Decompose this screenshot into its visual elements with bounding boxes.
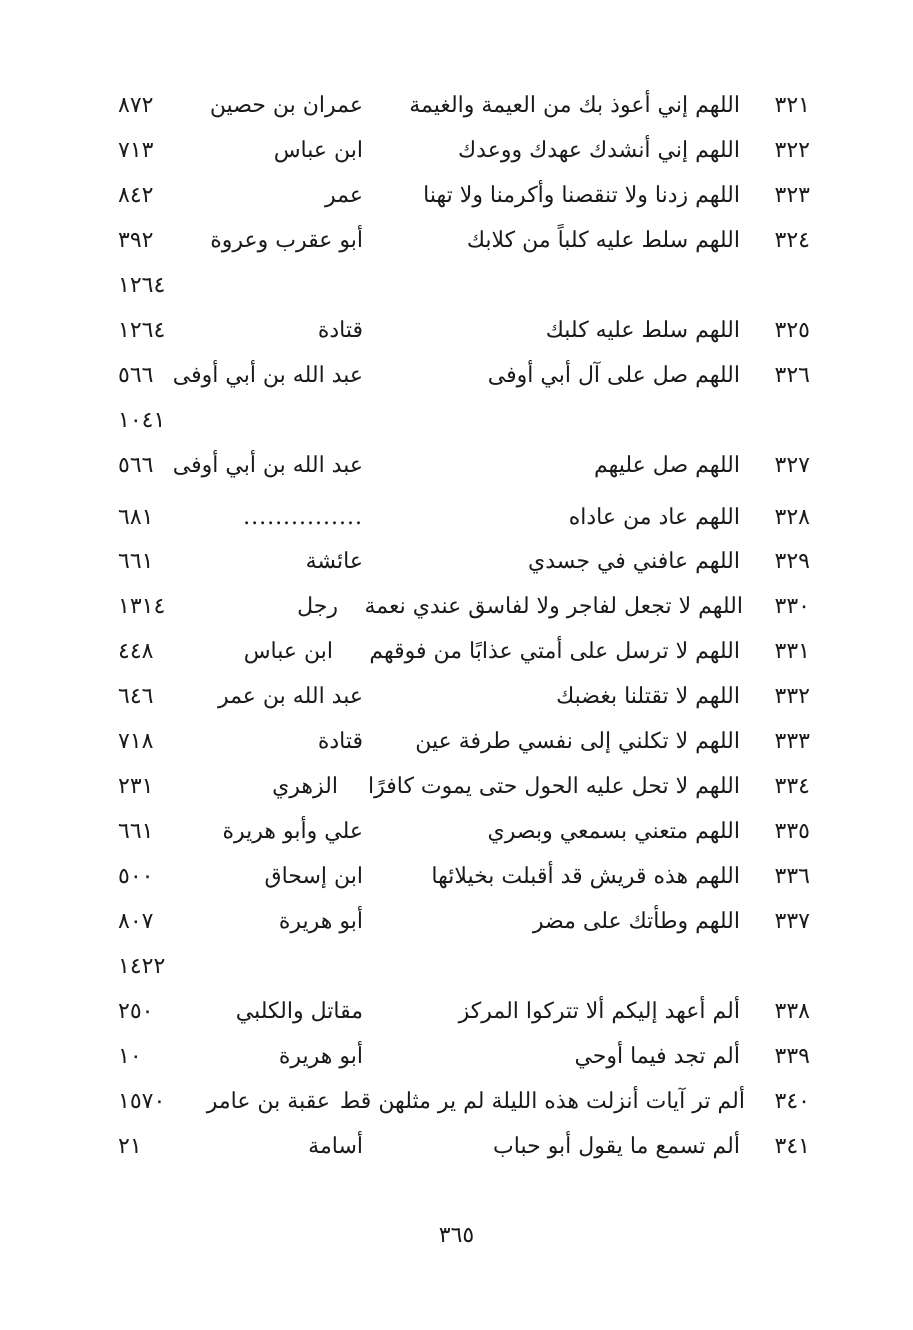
entry-ref: ٦٦١ bbox=[118, 819, 154, 844]
entry-narrator: ابن عباس bbox=[243, 639, 333, 664]
entry-text: ألم تسمع ما يقول أبو حباب bbox=[493, 1134, 740, 1159]
entry-text: اللهم لا تحل عليه الحول حتى يموت كافرًا bbox=[367, 774, 740, 799]
index-row bbox=[0, 444, 913, 488]
entry-narrator: عبد الله بن عمر bbox=[217, 684, 363, 709]
entry-number: ٣٢٢ bbox=[774, 138, 810, 163]
index-row bbox=[0, 765, 913, 809]
entry-narrator: عائشة bbox=[305, 549, 363, 574]
entry-number: ٣٢٨ bbox=[774, 505, 810, 530]
index-row bbox=[0, 309, 913, 353]
entry-narrator: عمران بن حصين bbox=[209, 93, 363, 118]
entry-ref: ١٥٧٠ bbox=[118, 1089, 166, 1114]
index-row bbox=[0, 1080, 913, 1124]
index-row bbox=[0, 990, 913, 1034]
entry-ref: ٥٠٠ bbox=[118, 864, 154, 889]
entry-ref: ٨٤٢ bbox=[118, 183, 154, 208]
index-row bbox=[0, 354, 913, 398]
entry-text: اللهم عاد من عاداه bbox=[568, 505, 740, 530]
entry-text: اللهم إني أنشدك عهدك ووعدك bbox=[458, 138, 740, 163]
entry-number: ٣٣٦ bbox=[774, 864, 810, 889]
entry-text: اللهم صل عليهم bbox=[593, 453, 740, 478]
entry-ref: ١٣١٤ bbox=[118, 594, 166, 619]
entry-text: اللهم لا تجعل لفاجر ولا لفاسق عندي نعمة bbox=[364, 594, 743, 619]
entry-number: ٣٣٣ bbox=[774, 729, 810, 754]
index-row-continuation bbox=[0, 945, 913, 989]
entry-number: ٣٣٤ bbox=[774, 774, 810, 799]
entry-ref: ١٠ bbox=[118, 1044, 142, 1069]
entry-narrator: أبو عقرب وعروة bbox=[210, 228, 363, 253]
entry-text: اللهم متعني بسمعي وبصري bbox=[487, 819, 740, 844]
entry-ref: ٤٤٨ bbox=[118, 639, 154, 664]
entry-text: اللهم لا تكلني إلى نفسي طرفة عين bbox=[415, 729, 740, 754]
index-row bbox=[0, 1125, 913, 1169]
entry-number: ٣٣٧ bbox=[774, 909, 810, 934]
entry-narrator: ............... bbox=[243, 505, 363, 530]
entry-ref: ٥٦٦ bbox=[118, 453, 154, 478]
entry-number: ٣٢٦ bbox=[774, 363, 810, 388]
entry-text: اللهم سلط عليه كلبك bbox=[545, 318, 740, 343]
index-row bbox=[0, 174, 913, 218]
entry-number: ٣٣٥ bbox=[774, 819, 810, 844]
entry-number: ٣٢١ bbox=[774, 93, 810, 118]
index-row-continuation bbox=[0, 399, 913, 443]
entry-ref: ٢١ bbox=[118, 1134, 142, 1159]
entry-ref: ٧١٨ bbox=[118, 729, 154, 754]
entry-number: ٣٣٨ bbox=[774, 999, 810, 1024]
entry-narrator: قتادة bbox=[317, 318, 363, 343]
entry-narrator: عمر bbox=[325, 183, 363, 208]
entry-narrator: علي وأبو هريرة bbox=[222, 819, 363, 844]
entry-text: اللهم إني أعوذ بك من العيمة والغيمة bbox=[409, 93, 740, 118]
index-row bbox=[0, 540, 913, 584]
entry-text: ألم أعهد إليكم ألا تتركوا المركز bbox=[458, 999, 740, 1024]
entry-text: اللهم سلط عليه كلباً من كلابك bbox=[466, 228, 740, 253]
index-row bbox=[0, 630, 913, 674]
entry-narrator: عبد الله بن أبي أوفى bbox=[172, 453, 363, 478]
index-row bbox=[0, 496, 913, 540]
index-row bbox=[0, 129, 913, 173]
entry-text bbox=[360, 945, 740, 989]
entry-number: ٣٤٠ bbox=[774, 1089, 810, 1114]
entry-narrator: ابن إسحاق bbox=[264, 864, 363, 889]
index-row bbox=[0, 900, 913, 944]
entry-text bbox=[360, 399, 740, 443]
entry-ref: ٢٣١ bbox=[118, 774, 154, 799]
entry-text: ألم تجد فيما أوحي bbox=[574, 1044, 740, 1069]
entry-narrator: قتادة bbox=[317, 729, 363, 754]
entry-ref: ٦٦١ bbox=[118, 549, 154, 574]
entry-text: اللهم لا تقتلنا بغضبك bbox=[556, 684, 740, 709]
entry-ref: ٢٥٠ bbox=[118, 999, 154, 1024]
entry-number: ٣٢٧ bbox=[774, 453, 810, 478]
page-number: ٣٦٥ bbox=[438, 1223, 475, 1248]
entry-narrator bbox=[178, 945, 363, 989]
entry-narrator: عبد الله بن أبي أوفى bbox=[172, 363, 363, 388]
entry-ref: ٧١٣ bbox=[118, 138, 154, 163]
index-row bbox=[0, 585, 913, 629]
entry-text: اللهم صل على آل أبي أوفى bbox=[487, 363, 740, 388]
entry-narrator bbox=[178, 264, 363, 308]
index-row-continuation bbox=[0, 264, 913, 308]
entry-text: ألم تر آيات أنزلت هذه الليلة لم ير مثلهن قط bbox=[339, 1089, 745, 1114]
entry-narrator: ابن عباس bbox=[273, 138, 363, 163]
entry-number: ٣٤١ bbox=[774, 1134, 810, 1159]
entry-ref: ١٢٦٤ bbox=[118, 318, 166, 343]
entry-number: ٣٢٥ bbox=[774, 318, 810, 343]
entry-text: اللهم عافني في جسدي bbox=[527, 549, 740, 574]
entry-ref: ٦٨١ bbox=[118, 505, 154, 530]
index-row bbox=[0, 675, 913, 719]
index-row bbox=[0, 855, 913, 899]
entry-ref: ٨٠٧ bbox=[118, 909, 154, 934]
entry-number: ٣٣٠ bbox=[774, 594, 810, 619]
entry-ref: ١٢٦٤ bbox=[118, 273, 166, 298]
entry-number: ٣٢٩ bbox=[774, 549, 810, 574]
entry-narrator: مقاتل والكلبي bbox=[235, 999, 363, 1024]
entry-number bbox=[764, 945, 810, 989]
entry-ref: ١٤٢٢ bbox=[118, 954, 166, 979]
entry-ref: ٨٧٢ bbox=[118, 93, 154, 118]
entry-narrator: عقبة بن عامر bbox=[206, 1089, 330, 1114]
entry-number: ٣٣١ bbox=[774, 639, 810, 664]
entry-ref: ٣٩٢ bbox=[118, 228, 154, 253]
entry-narrator: أبو هريرة bbox=[278, 909, 363, 934]
index-row bbox=[0, 219, 913, 263]
index-row bbox=[0, 810, 913, 854]
entry-ref: ٦٤٦ bbox=[118, 684, 154, 709]
index-row bbox=[0, 1035, 913, 1079]
entry-text: اللهم زدنا ولا تنقصنا وأكرمنا ولا تهنا bbox=[423, 183, 740, 208]
entry-text: اللهم وطأتك على مضر bbox=[532, 909, 740, 934]
entry-text bbox=[360, 264, 740, 308]
entry-number: ٣٢٣ bbox=[774, 183, 810, 208]
entry-number: ٣٢٤ bbox=[774, 228, 810, 253]
entry-narrator bbox=[178, 399, 363, 443]
entry-narrator: رجل bbox=[297, 594, 338, 619]
entry-narrator: الزهري bbox=[272, 774, 338, 799]
entry-number: ٣٣٩ bbox=[774, 1044, 810, 1069]
index-row bbox=[0, 84, 913, 128]
index-row bbox=[0, 720, 913, 764]
entry-narrator: أسامة bbox=[308, 1134, 363, 1159]
entry-number bbox=[764, 399, 810, 443]
entry-ref: ١٠٤١ bbox=[118, 408, 166, 433]
entry-ref: ٥٦٦ bbox=[118, 363, 154, 388]
entry-text: اللهم هذه قريش قد أقبلت بخيلائها bbox=[431, 864, 740, 889]
entry-narrator: أبو هريرة bbox=[278, 1044, 363, 1069]
entry-text: اللهم لا ترسل على أمتي عذابًا من فوقهم bbox=[369, 639, 740, 664]
entry-number bbox=[764, 264, 810, 308]
entry-number: ٣٣٢ bbox=[774, 684, 810, 709]
